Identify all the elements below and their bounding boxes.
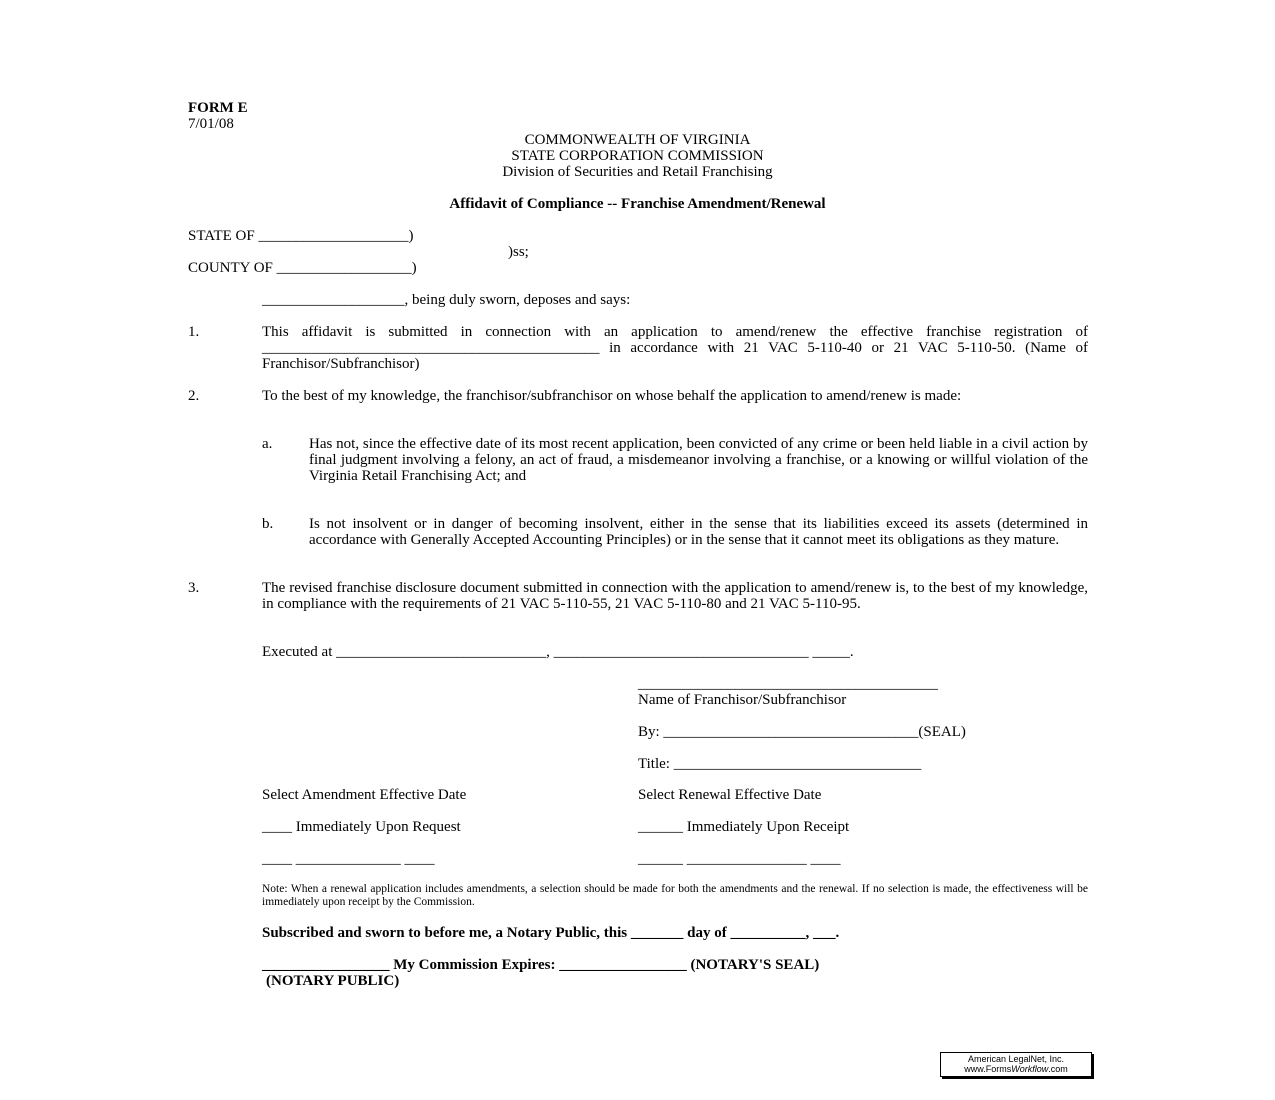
american-legalnet-logo <box>940 1052 1092 1077</box>
signature-title-field: Title: _________________________________ <box>638 756 922 772</box>
renewal-immediate-option: ______ Immediately Upon Receipt <box>638 819 850 835</box>
venue-county: COUNTY OF __________________) <box>188 260 417 276</box>
document-title: Affidavit of Compliance -- Franchise Amendment/Renewal <box>449 196 826 212</box>
signature-line: ________________________________________ <box>638 676 938 692</box>
header-commission: STATE CORPORATION COMMISSION <box>511 148 764 164</box>
item-1-text: This affidavit is submitted in connection with an application to amend/renew the effective franchise registration of _____________________________________________ in accordance with 21 VAC 5-110-40 or 21 VAC 5-110-50. (Name of Franchisor/Subfranchisor) <box>262 324 1088 372</box>
intro-statement: ___________________, being duly sworn, deposes and says: <box>262 292 631 308</box>
notary-public-label: (NOTARY PUBLIC) <box>266 973 400 989</box>
header-division: Division of Securities and Retail Franchising <box>502 164 773 180</box>
renewal-heading: Select Renewal Effective Date <box>638 787 822 803</box>
executed-at-line: Executed at ____________________________, __________________________________ _____. <box>262 644 854 660</box>
item-3-number: 3. <box>188 580 200 596</box>
item-3-text: The revised franchise disclosure document submitted in connection with the application to amend/renew is, to the best of my knowledge, in compliance with the requirements of 21 VAC 5-110-55, 21 VAC 5-110-80 and 21 VAC 5-110-95. <box>262 580 1088 612</box>
venue-state: STATE OF ____________________) <box>188 228 414 244</box>
subitem-b-letter: b. <box>262 516 274 532</box>
form-id: FORM E <box>188 100 248 116</box>
subitem-b-text: Is not insolvent or in danger of becoming insolvent, either in the sense that its liabilities exceed its assets (determined in accordance with Generally Accepted Accounting Principles) or in the sense that it cannot meet its obligations as they mature. <box>309 516 1088 548</box>
amendment-heading: Select Amendment Effective Date <box>262 787 467 803</box>
subitem-a-text: Has not, since the effective date of its most recent application, been convicted of any crime or been held liable in a civil action by final judgment involving a felony, an act of fraud, a misdemeanor involving a franchise, or a knowing or willful violation of the Virginia Retail Franchising Act; and <box>309 436 1088 484</box>
subitem-a-letter: a. <box>262 436 273 452</box>
header-commonwealth: COMMONWEALTH OF VIRGINIA <box>524 132 751 148</box>
signature-by-field: By: __________________________________(SEAL) <box>638 724 966 740</box>
notary-subscribed-line: Subscribed and sworn to before me, a Notary Public, this _______ day of __________, ___. <box>262 925 840 941</box>
item-2-text: To the best of my knowledge, the franchisor/subfranchisor on whose behalf the application to amend/renew is made: <box>262 388 962 404</box>
signature-name-label: Name of Franchisor/Subfranchisor <box>638 692 847 708</box>
renewal-date-blank: ______ ________________ ____ <box>638 851 841 867</box>
item-2-number: 2. <box>188 388 200 404</box>
venue-ss: )ss; <box>508 244 529 260</box>
amendment-date-blank: ____ ______________ ____ <box>262 851 435 867</box>
logo-company: American LegalNet, Inc. <box>967 1054 1065 1064</box>
logo-url: www.FormsWorkflow.com <box>964 1064 1068 1074</box>
item-1-number: 1. <box>188 324 200 340</box>
note-text: Note: When a renewal application includes amendments, a selection should be made for both the amendments and the renewal. If no selection is made, the effectiveness will be immediately upon receipt by the Commission. <box>262 883 1088 908</box>
amendment-immediate-option: ____ Immediately Upon Request <box>262 819 461 835</box>
form-date: 7/01/08 <box>188 116 234 132</box>
notary-commission-line: _________________ My Commission Expires: _________________ (NOTARY'S SEAL) <box>262 957 820 973</box>
